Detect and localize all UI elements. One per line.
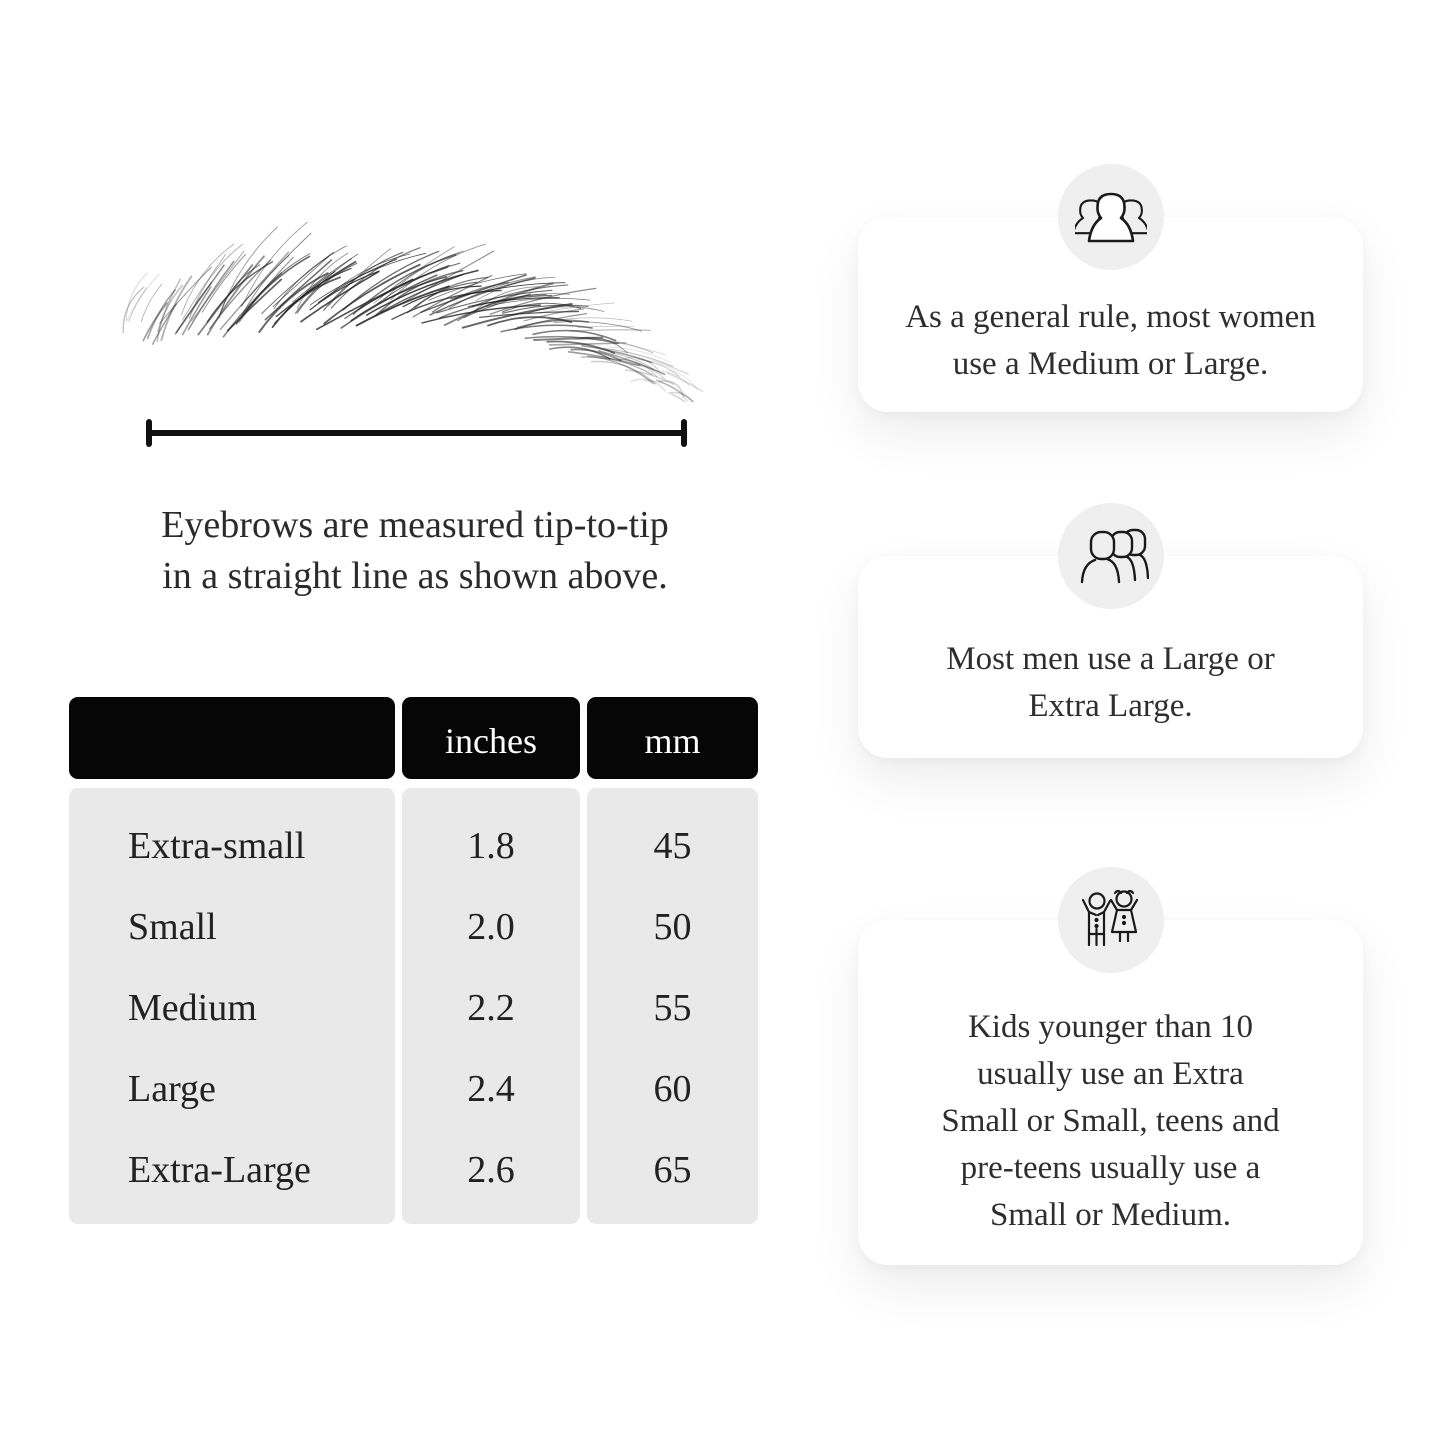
card-text-line: pre-teens usually use a (960, 1150, 1261, 1186)
table-cell-mm: 60 (653, 1068, 692, 1110)
measurement-line-bar (148, 430, 685, 436)
table-cell-mm: 65 (653, 1149, 692, 1191)
size-table (69, 697, 758, 1224)
size-table-mm-column (587, 788, 758, 1224)
table-row-label: Extra-small (128, 825, 306, 867)
kids-icon (1078, 889, 1144, 951)
table-row-label: Small (128, 906, 217, 948)
eyebrow-illustration (108, 222, 703, 402)
card-text-line: Extra Large. (1028, 688, 1193, 724)
measurement-line-right-endcap (681, 419, 687, 447)
size-table-header-mm: mm (587, 697, 758, 779)
card-text-line: As a general rule, most women (905, 298, 1316, 335)
size-table-label-column (69, 788, 395, 1224)
measurement-caption-line-1: Eyebrows are measured tip-to-tip (161, 504, 669, 546)
size-table-inches-column (402, 788, 580, 1224)
table-cell-inches: 2.0 (467, 906, 515, 948)
icon-circle (1058, 164, 1164, 270)
icon-circle (1058, 867, 1164, 973)
table-cell-inches: 1.8 (467, 825, 515, 867)
card-text-line: Small or Medium. (989, 1197, 1232, 1233)
size-table-header-blank (69, 697, 395, 779)
table-row-label: Extra-Large (128, 1149, 311, 1191)
card-text-line: Kids younger than 10 (967, 1009, 1254, 1045)
table-row-label: Large (128, 1068, 216, 1110)
table-cell-inches: 2.4 (467, 1068, 515, 1110)
table-row-label: Medium (128, 987, 257, 1029)
info-card-men (858, 556, 1363, 758)
table-cell-mm: 55 (653, 987, 692, 1029)
info-card-kids (858, 920, 1363, 1265)
measurement-caption-line-2: in a straight line as shown above. (162, 555, 668, 597)
card-text-line: usually use an Extra (977, 1056, 1244, 1092)
info-card-kids-text (941, 946, 1279, 1239)
table-cell-inches: 2.2 (467, 987, 515, 1029)
size-table-header-row (69, 697, 758, 779)
card-text-line: Most men use a Large or (946, 641, 1275, 677)
measurement-caption (65, 500, 765, 602)
table-cell-inches: 2.6 (467, 1149, 515, 1191)
women-group-icon (1075, 189, 1147, 245)
table-cell-mm: 45 (653, 825, 692, 867)
card-text-line: Small or Small, teens and (941, 1103, 1280, 1139)
size-table-header-inches: inches (402, 697, 580, 779)
size-table-body (69, 788, 758, 1224)
table-cell-mm: 50 (653, 906, 692, 948)
measurement-line (146, 419, 687, 447)
info-card-women (858, 217, 1363, 412)
men-group-icon (1073, 527, 1149, 585)
card-text-line: use a Medium or Large. (952, 345, 1269, 382)
icon-circle (1058, 503, 1164, 609)
